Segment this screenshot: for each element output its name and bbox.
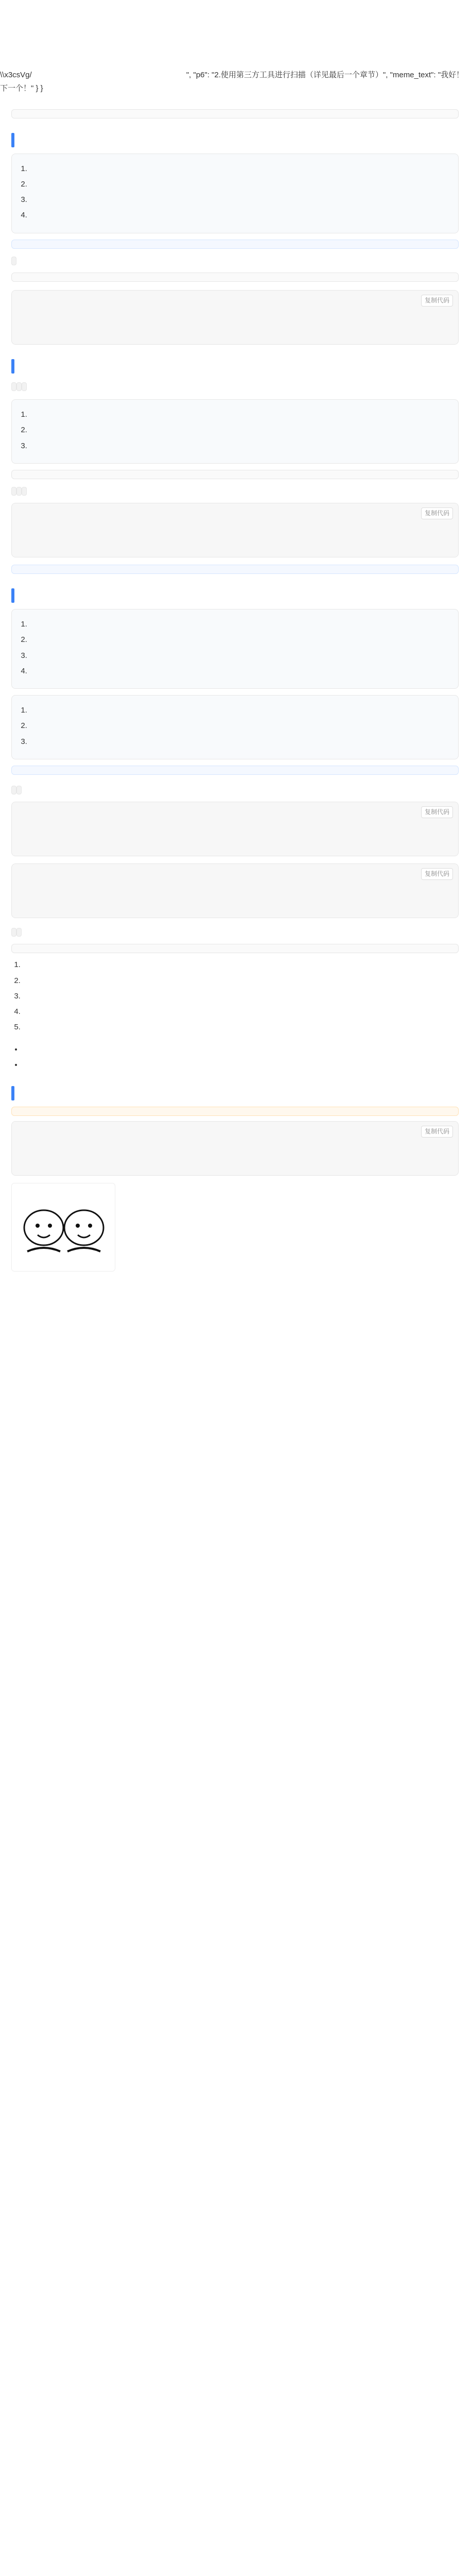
stored-defense-item — [29, 704, 452, 717]
tip-detect-string — [11, 1107, 459, 1116]
dom-li1-code — [11, 487, 16, 496]
section-title-detect — [11, 1086, 459, 1100]
csp-benefit-item — [23, 958, 459, 972]
csp-paragraph-1 — [11, 783, 459, 796]
csp-p3-meta — [11, 928, 16, 937]
stored-step — [29, 618, 452, 631]
other-measure-item — [23, 1058, 459, 1072]
reflected-steps-callout — [11, 154, 459, 233]
csp-p1-code — [11, 786, 16, 794]
csp-benefit-item — [23, 1005, 459, 1019]
copy-code-button[interactable]: 复制代码 — [421, 868, 453, 880]
section-title-dom — [11, 359, 459, 374]
dom-li1-fn — [22, 487, 27, 496]
csp-benefit-item — [23, 1021, 459, 1034]
dom-steps-callout — [11, 399, 459, 464]
dom-step — [29, 439, 452, 453]
stored-defense-item — [29, 735, 452, 749]
section-title-reflected — [11, 133, 459, 147]
stored-defense-callout — [11, 695, 459, 759]
csp-paragraph-3 — [11, 925, 459, 939]
code-block-csp-meta — [11, 863, 459, 918]
copy-code-button[interactable]: 复制代码 — [421, 1126, 453, 1138]
stored-step — [29, 633, 452, 647]
dom-p1-safe — [22, 382, 27, 391]
section-accent-bar — [11, 359, 14, 374]
tip-reflected-demo — [11, 240, 459, 249]
reflected-step — [29, 209, 452, 222]
csp-p1-meta — [16, 786, 22, 794]
tip-stored-demo — [11, 766, 459, 775]
reflected-step — [29, 178, 452, 191]
section-accent-bar — [11, 1086, 14, 1100]
code-block-reflected — [11, 290, 459, 345]
code-block-detect — [11, 1121, 459, 1176]
code-block-csp-header — [11, 802, 459, 856]
dom-p1-code — [11, 382, 16, 391]
dom-paragraph-1 — [11, 380, 459, 393]
article — [0, 96, 470, 1311]
tip-csp-more — [11, 944, 459, 953]
meme-illustration-icon — [12, 1196, 115, 1271]
csp-benefit-item — [23, 990, 459, 1003]
csp-p3-report — [16, 928, 22, 937]
tip-dom-defense — [11, 470, 459, 479]
reflected-steps-list — [29, 162, 452, 223]
meme-image — [11, 1183, 115, 1272]
csp-benefits-list — [23, 958, 459, 1034]
csp-benefit-item — [23, 974, 459, 988]
stored-step — [29, 649, 452, 663]
stored-steps-callout — [11, 609, 459, 689]
dom-p1-apis — [16, 382, 22, 391]
stored-defense-item — [29, 719, 452, 733]
stored-step — [29, 665, 452, 678]
tip-reflected-defense — [11, 273, 459, 282]
reflected-paragraph-4 — [11, 254, 459, 267]
reflected-step — [29, 193, 452, 207]
reflected-step — [29, 162, 452, 176]
section-title-stored — [11, 588, 459, 603]
dom-step — [29, 408, 452, 421]
stored-steps-list — [29, 618, 452, 678]
dom-step — [29, 423, 452, 437]
bottom-spacer — [11, 1272, 459, 1290]
section-accent-bar — [11, 133, 14, 147]
copy-code-button[interactable]: 复制代码 — [421, 806, 453, 818]
code-block-dom — [11, 503, 459, 557]
tip-xss-categories — [11, 109, 459, 118]
stored-defense-list — [29, 704, 452, 749]
other-measure-item — [23, 1043, 459, 1056]
tip-dom-demo — [11, 565, 459, 574]
dom-defense-li1 — [11, 484, 459, 498]
section-accent-bar — [11, 588, 14, 603]
copy-code-button[interactable]: 复制代码 — [421, 295, 453, 307]
dom-li1-src — [16, 487, 22, 496]
other-measures-list — [23, 1043, 459, 1072]
dom-steps-list — [29, 408, 452, 453]
copy-code-button[interactable]: 复制代码 — [421, 507, 453, 519]
reflected-p4-code — [11, 257, 16, 265]
